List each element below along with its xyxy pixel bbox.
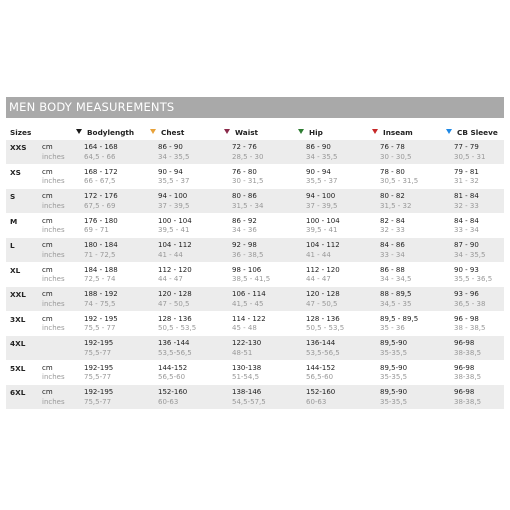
size-label: 4XL [10,339,26,348]
bodylength-cm: 172 - 176 [84,192,118,200]
waist-in: 54,5-57,5 [232,397,266,406]
inseam-in: 31,5 - 32 [380,201,412,210]
bodylength-in: 75,5-77 [84,348,112,357]
cb-sleeve-in: 36,5 - 38 [454,299,486,308]
unit-cm: cm [42,216,53,225]
cb-sleeve-cm: 96-98 [454,388,475,396]
hip-in: 39,5 - 41 [306,226,338,234]
hip-cm: 90 - 94 [306,167,331,176]
triangle-down-icon [372,129,378,134]
size-label: 6XL [10,388,26,397]
unit-cm: cm [42,241,53,249]
unit-inches: inches [42,397,65,406]
chest-in: 47 - 50,5 [158,299,190,308]
cb-sleeve-cm: 87 - 90 [454,241,479,249]
bodylength-in: 75,5-77 [84,397,112,406]
header-hip-label: Hip [309,128,323,137]
unit-cm: cm [42,143,53,151]
inseam-cm: 76 - 78 [380,143,405,151]
hip-in: 41 - 44 [306,250,331,259]
inseam-in: 35 - 36 [380,324,405,332]
cb-sleeve-in: 35,5 - 36,5 [454,275,493,283]
triangle-down-icon [298,129,304,134]
page-title: MEN BODY MEASUREMENTS [9,100,175,114]
waist-in: 48-51 [232,348,253,357]
waist-in: 30 - 31,5 [232,177,264,185]
waist-cm: 106 - 114 [232,290,266,298]
unit-inches: inches [42,226,65,234]
waist-cm: 114 - 122 [232,314,266,323]
cb-sleeve-in: 32 - 33 [454,201,479,210]
hip-cm: 144-152 [306,363,336,372]
chest-in: 39,5 - 41 [158,226,190,234]
bodylength-cm: 184 - 188 [84,265,118,274]
waist-cm: 92 - 98 [232,241,257,249]
header-sizes: Sizes [10,128,32,137]
size-label: XXL [10,290,26,299]
table-row [6,287,504,312]
chest-cm: 90 - 94 [158,167,183,176]
inseam-cm: 88 - 89,5 [380,290,412,298]
waist-in: 34 - 36 [232,226,257,234]
chest-cm: 152-160 [158,388,188,396]
header-waist-label: Waist [235,128,259,137]
cb-sleeve-in: 34 - 35,5 [454,250,486,259]
cb-sleeve-in: 38-38,5 [454,397,482,406]
cb-sleeve-cm: 84 - 84 [454,216,479,225]
hip-cm: 104 - 112 [306,241,340,249]
header-chest [150,128,184,137]
size-label: XS [10,167,21,177]
chest-cm: 136 -144 [158,339,190,347]
unit-cm: cm [42,388,53,396]
measurements-table [6,140,504,410]
table-row [6,214,504,239]
chest-in: 34 - 35,5 [158,152,190,161]
inseam-cm: 89,5 - 89,5 [380,314,419,323]
waist-in: 45 - 48 [232,324,257,332]
cb-sleeve-cm: 90 - 93 [454,265,479,274]
bodylength-in: 75,5 - 77 [84,324,116,332]
waist-cm: 80 - 86 [232,192,257,200]
chest-cm: 86 - 90 [158,143,183,151]
bodylength-cm: 188 - 192 [84,290,118,298]
waist-cm: 72 - 76 [232,143,257,151]
header-inseam [372,128,413,137]
table-row [6,140,504,165]
triangle-down-icon [76,129,82,134]
table-row [6,238,504,263]
size-label: M [10,216,18,226]
bodylength-in: 74 - 75,5 [84,299,116,308]
bodylength-cm: 192-195 [84,339,114,347]
table-row [6,263,504,288]
inseam-in: 30,5 - 31,5 [380,177,419,185]
size-label: 3XL [10,314,26,324]
hip-in: 47 - 50,5 [306,299,338,308]
header-cb-sleeve [446,128,498,137]
header-bodylength [76,128,134,137]
waist-in: 36 - 38,5 [232,250,264,259]
hip-in: 37 - 39,5 [306,201,338,210]
chest-cm: 94 - 100 [158,192,188,200]
cb-sleeve-in: 33 - 34 [454,226,479,234]
chest-in: 37 - 39,5 [158,201,190,210]
bodylength-cm: 180 - 184 [84,241,118,249]
table-row [6,361,504,386]
hip-cm: 112 - 120 [306,265,340,274]
waist-in: 41,5 - 45 [232,299,264,308]
chest-in: 41 - 44 [158,250,183,259]
inseam-cm: 89,5-90 [380,388,408,396]
waist-in: 31,5 - 34 [232,201,264,210]
cb-sleeve-in: 30,5 - 31 [454,152,486,161]
hip-cm: 128 - 136 [306,314,340,323]
table-row [6,385,504,410]
bodylength-cm: 192-195 [84,363,114,372]
unit-cm: cm [42,192,53,200]
cb-sleeve-cm: 81 - 84 [454,192,479,200]
chest-in: 53,5-56,5 [158,348,192,357]
cb-sleeve-cm: 79 - 81 [454,167,479,176]
hip-in: 44 - 47 [306,275,331,283]
inseam-cm: 89,5-90 [380,363,408,372]
table-row [6,189,504,214]
cb-sleeve-cm: 93 - 96 [454,290,479,298]
header-hip [298,128,323,137]
inseam-cm: 82 - 84 [380,216,405,225]
title-bar [6,97,504,118]
unit-cm: cm [42,290,53,298]
waist-cm: 98 - 106 [232,265,262,274]
cb-sleeve-in: 38 - 38,5 [454,324,486,332]
cb-sleeve-cm: 96 - 98 [454,314,479,323]
bodylength-in: 66 - 67,5 [84,177,116,185]
hip-in: 60-63 [306,397,327,406]
unit-inches: inches [42,275,65,283]
hip-in: 53,5-56,5 [306,348,340,357]
unit-cm: cm [42,314,53,323]
table-row [6,165,504,190]
hip-in: 34 - 35,5 [306,152,338,161]
header-cb-sleeve-label: CB Sleeve [457,128,498,137]
hip-in: 56,5-60 [306,373,334,381]
waist-in: 28,5 - 30 [232,152,264,161]
chest-cm: 104 - 112 [158,241,192,249]
chest-in: 44 - 47 [158,275,183,283]
chest-in: 35,5 - 37 [158,177,190,185]
waist-cm: 138-146 [232,388,262,396]
chest-in: 50,5 - 53,5 [158,324,197,332]
inseam-in: 35-35,5 [380,348,408,357]
size-label: S [10,192,16,201]
unit-cm: cm [42,363,53,372]
unit-inches: inches [42,177,65,185]
hip-cm: 100 - 104 [306,216,340,225]
size-label: XL [10,265,21,275]
chest-cm: 100 - 104 [158,216,192,225]
bodylength-cm: 192 - 195 [84,314,118,323]
cb-sleeve-cm: 77 - 79 [454,143,479,151]
bodylength-cm: 176 - 180 [84,216,118,225]
header-waist [224,128,258,137]
size-label: L [10,241,15,250]
inseam-in: 33 - 34 [380,250,405,259]
bodylength-in: 67,5 - 69 [84,201,116,210]
bodylength-in: 69 - 71 [84,226,109,234]
bodylength-cm: 164 - 168 [84,143,118,151]
hip-cm: 86 - 90 [306,143,331,151]
hip-cm: 120 - 128 [306,290,340,298]
bodylength-in: 71 - 72,5 [84,250,116,259]
triangle-down-icon [446,129,452,134]
chest-in: 56,5-60 [158,373,186,381]
hip-in: 35,5 - 37 [306,177,338,185]
size-label: XXS [10,143,27,152]
hip-cm: 136-144 [306,339,336,347]
chest-cm: 112 - 120 [158,265,192,274]
unit-cm: cm [42,167,53,176]
cb-sleeve-cm: 96-98 [454,339,475,347]
triangle-down-icon [150,129,156,134]
inseam-cm: 86 - 88 [380,265,405,274]
unit-inches: inches [42,324,65,332]
inseam-cm: 80 - 82 [380,192,405,200]
inseam-in: 35-35,5 [380,397,408,406]
hip-cm: 94 - 100 [306,192,336,200]
unit-inches: inches [42,152,65,161]
table-row [6,312,504,337]
cb-sleeve-in: 38-38,5 [454,373,482,381]
cb-sleeve-in: 38-38,5 [454,348,482,357]
bodylength-in: 64,5 - 66 [84,152,116,161]
hip-in: 50,5 - 53,5 [306,324,345,332]
unit-cm: cm [42,265,53,274]
cb-sleeve-in: 31 - 32 [454,177,479,185]
waist-in: 38,5 - 41,5 [232,275,271,283]
bodylength-in: 75,5-77 [84,373,112,381]
waist-cm: 76 - 80 [232,167,257,176]
chest-cm: 144-152 [158,363,188,372]
bodylength-in: 72,5 - 74 [84,275,116,283]
hip-cm: 152-160 [306,388,336,396]
table-header [6,124,504,140]
waist-in: 51-54,5 [232,373,260,381]
chest-in: 60-63 [158,397,179,406]
unit-inches: inches [42,299,65,308]
header-inseam-label: Inseam [383,128,413,137]
unit-inches: inches [42,201,65,210]
inseam-cm: 89,5-90 [380,339,408,347]
bodylength-cm: 168 - 172 [84,167,118,176]
triangle-down-icon [224,129,230,134]
inseam-in: 34,5 - 35 [380,299,412,308]
header-chest-label: Chest [161,128,185,137]
waist-cm: 86 - 92 [232,216,257,225]
header-bodylength-label: Bodylength [87,128,135,137]
inseam-cm: 84 - 86 [380,241,405,249]
inseam-cm: 78 - 80 [380,167,405,176]
inseam-in: 34 - 34,5 [380,275,412,283]
table-row [6,336,504,361]
unit-inches: inches [42,373,65,381]
unit-inches: inches [42,250,65,259]
size-label: 5XL [10,363,26,373]
inseam-in: 32 - 33 [380,226,405,234]
waist-cm: 122-130 [232,339,262,347]
chest-cm: 120 - 128 [158,290,192,298]
chest-cm: 128 - 136 [158,314,192,323]
waist-cm: 130-138 [232,363,262,372]
inseam-in: 30 - 30,5 [380,152,412,161]
cb-sleeve-cm: 96-98 [454,363,475,372]
inseam-in: 35-35,5 [380,373,408,381]
bodylength-cm: 192-195 [84,388,114,396]
